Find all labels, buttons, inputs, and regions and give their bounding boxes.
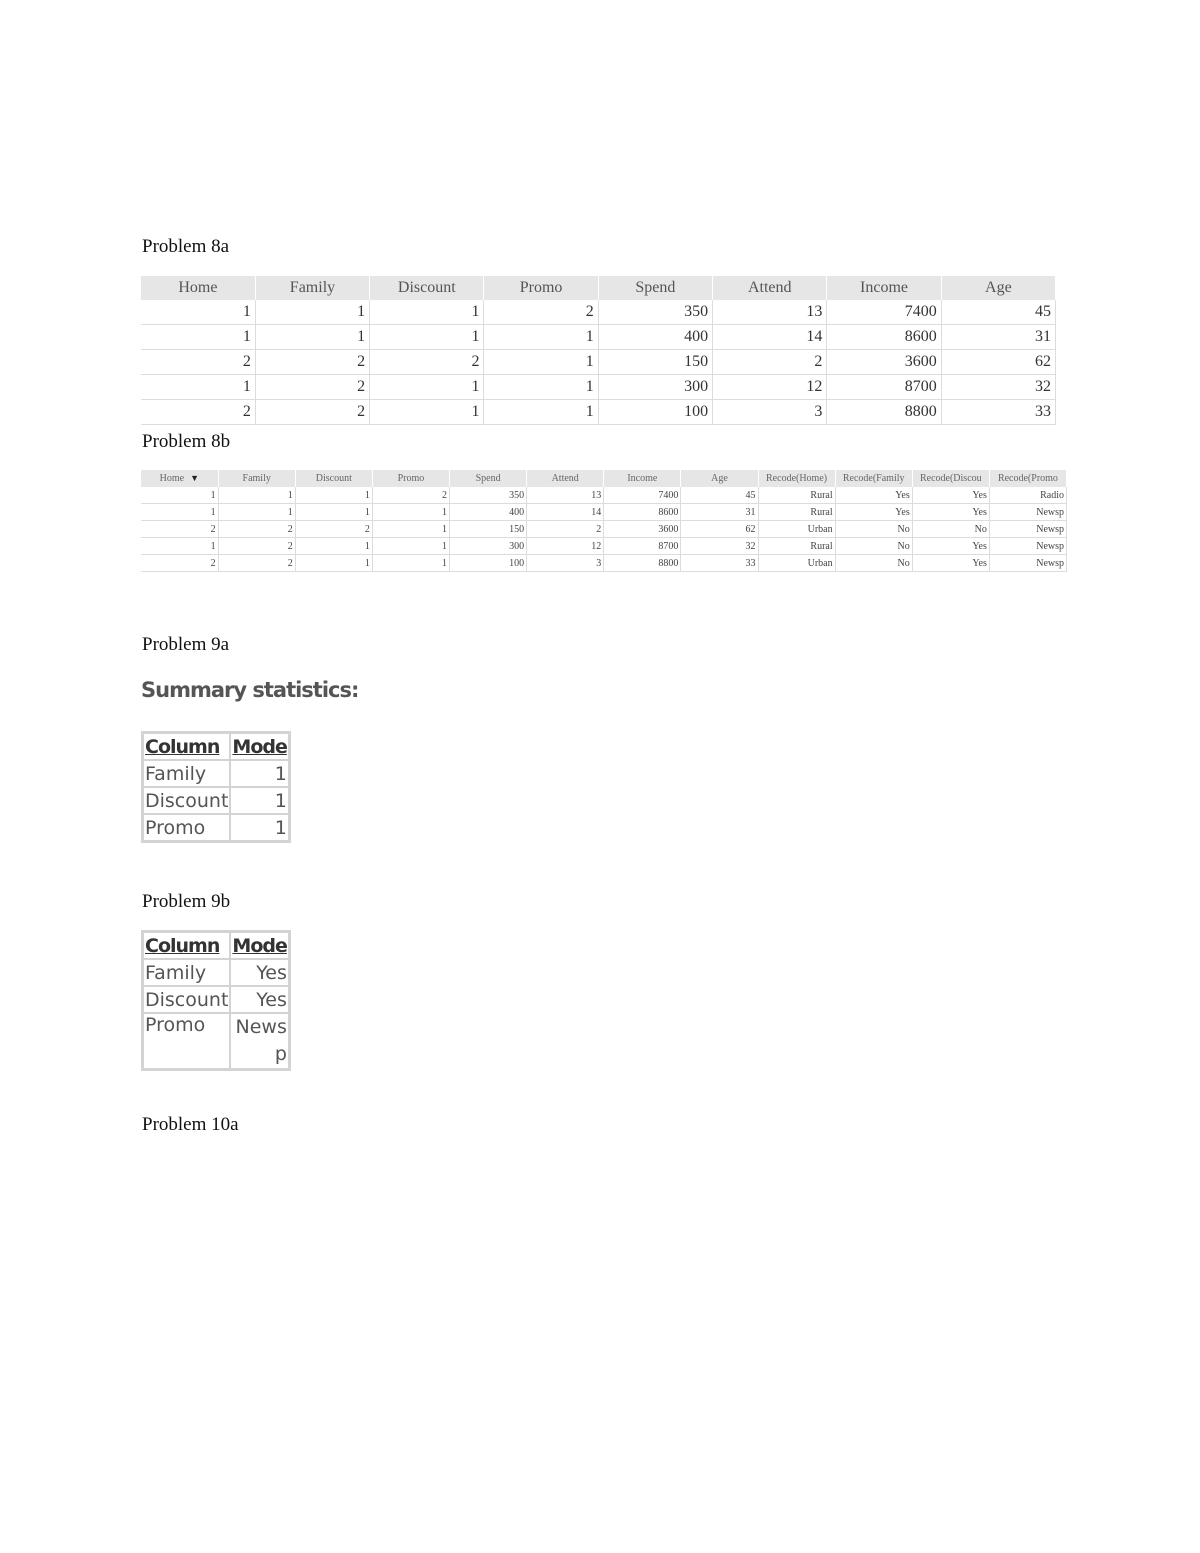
mode-header: Mode: [230, 932, 289, 960]
column-header[interactable]: [484, 276, 598, 300]
column-header[interactable]: [835, 470, 912, 487]
table-cell: 150: [450, 521, 527, 538]
column-header-label: Discount: [397, 279, 456, 296]
table-cell: 2: [484, 300, 598, 325]
table-cell: 1: [370, 300, 484, 325]
table-cell: 1: [218, 504, 295, 521]
table-cell: 350: [598, 300, 712, 325]
table-cell: Newsp: [989, 504, 1066, 521]
table-cell: 14: [527, 504, 604, 521]
table-cell: No: [912, 521, 989, 538]
mode-value: Yes: [230, 986, 289, 1013]
table-row: [143, 814, 290, 842]
table-cell: No: [835, 521, 912, 538]
table-cell: 32: [681, 538, 758, 555]
table-cell: Rural: [758, 504, 835, 521]
table-cell: 1: [295, 555, 372, 572]
table-cell: 62: [941, 350, 1055, 375]
column-header-label: Spend: [475, 473, 501, 484]
table-cell: 1: [370, 325, 484, 350]
table-cell: 400: [450, 504, 527, 521]
column-header[interactable]: [370, 276, 484, 300]
table-cell: Newsp: [989, 555, 1066, 572]
table-cell: 2: [255, 375, 369, 400]
table-cell: 1: [372, 521, 449, 538]
table-cell: 13: [527, 487, 604, 504]
column-name: Discount: [143, 787, 231, 814]
table-cell: 300: [450, 538, 527, 555]
column-header[interactable]: [681, 470, 758, 487]
column-header[interactable]: [827, 276, 941, 300]
table-cell: 8700: [604, 538, 681, 555]
problem-9b-heading: Problem 9b: [142, 891, 231, 912]
table-row: [141, 400, 1056, 425]
table-cell: 8800: [827, 400, 941, 425]
table-cell: 2: [218, 555, 295, 572]
table-cell: 2: [255, 350, 369, 375]
column-header-label: Home: [159, 473, 185, 484]
table-cell: 32: [941, 375, 1055, 400]
table-cell: No: [835, 555, 912, 572]
column-header-label: Home: [178, 279, 218, 296]
table-cell: 45: [681, 487, 758, 504]
column-header: Column: [143, 733, 231, 761]
table-cell: 1: [218, 487, 295, 504]
table-cell: 12: [527, 538, 604, 555]
column-header[interactable]: [218, 470, 295, 487]
table-cell: Yes: [912, 555, 989, 572]
table-cell: 1: [484, 325, 598, 350]
table-cell: 8600: [604, 504, 681, 521]
table-cell: 2: [218, 538, 295, 555]
table-cell: 13: [713, 300, 827, 325]
table-cell: 12: [713, 375, 827, 400]
problem-9a-mode-table: [141, 731, 291, 843]
table-row: [141, 555, 1067, 572]
column-header[interactable]: [450, 470, 527, 487]
column-header-label: Recode(Promo: [997, 473, 1058, 484]
column-header-label: Promo: [397, 473, 425, 484]
table-cell: 2: [218, 521, 295, 538]
table-cell: 31: [681, 504, 758, 521]
table-cell: 1: [372, 555, 449, 572]
mode-value: 1: [230, 814, 289, 842]
table-cell: 1: [484, 400, 598, 425]
mode-header: Mode: [230, 733, 289, 761]
table-row: [141, 538, 1067, 555]
column-header-label: Attend: [551, 473, 579, 484]
column-header[interactable]: [989, 470, 1066, 487]
table-cell: 7400: [604, 487, 681, 504]
column-header[interactable]: [598, 276, 712, 300]
column-name: Family: [143, 760, 231, 787]
table-cell: 2: [141, 350, 255, 375]
table-cell: 2: [141, 521, 218, 538]
table-row: [143, 787, 290, 814]
column-header-label: Family: [242, 473, 271, 484]
column-header[interactable]: [141, 276, 255, 300]
table-cell: 1: [141, 300, 255, 325]
problem-8a-heading: Problem 8a: [142, 236, 230, 257]
table-cell: 2: [370, 350, 484, 375]
table-row: [141, 375, 1056, 400]
mode-value: Newsp: [230, 1013, 289, 1070]
table-row: [143, 1013, 290, 1070]
table-cell: Newsp: [989, 538, 1066, 555]
column-header[interactable]: [713, 276, 827, 300]
table-cell: 1: [255, 300, 369, 325]
table-row: [143, 986, 290, 1013]
table-cell: 100: [598, 400, 712, 425]
table-cell: 1: [141, 538, 218, 555]
table-cell: 62: [681, 521, 758, 538]
problem-9a-heading: Problem 9a: [142, 634, 230, 655]
column-header[interactable]: [527, 470, 604, 487]
problem-10a-heading: Problem 10a: [142, 1114, 239, 1135]
column-header-label: Attend: [747, 279, 792, 296]
column-header-label: Age: [711, 473, 728, 484]
table-cell: 2: [141, 400, 255, 425]
table-cell: 1: [141, 375, 255, 400]
table-cell: 1: [484, 350, 598, 375]
problem-9b-mode-table: [141, 930, 291, 1071]
table-cell: 1: [370, 375, 484, 400]
table-cell: 1: [295, 504, 372, 521]
table-row: [143, 760, 290, 787]
table-cell: 3: [713, 400, 827, 425]
column-name: Family: [143, 959, 231, 986]
filter-dropdown-icon[interactable]: ▼: [190, 473, 199, 483]
table-cell: 400: [598, 325, 712, 350]
column-name: Discount: [143, 986, 231, 1013]
table-cell: Rural: [758, 538, 835, 555]
table-cell: 1: [372, 538, 449, 555]
table-cell: 150: [598, 350, 712, 375]
column-header-label: Discount: [315, 473, 352, 484]
table-cell: Yes: [835, 504, 912, 521]
column-header[interactable]: [941, 276, 1055, 300]
table-cell: 45: [941, 300, 1055, 325]
table-cell: Yes: [912, 504, 989, 521]
table-cell: Yes: [912, 487, 989, 504]
table-cell: 100: [450, 555, 527, 572]
column-header[interactable]: [255, 276, 369, 300]
table-cell: Radio: [989, 487, 1066, 504]
summary-statistics-title: Summary statistics:: [141, 678, 359, 702]
column-header-label: Age: [985, 279, 1012, 296]
mode-value: 1: [230, 787, 289, 814]
table-cell: 2: [372, 487, 449, 504]
column-header-label: Income: [627, 473, 658, 484]
table-cell: 1: [372, 504, 449, 521]
table-row: [141, 350, 1056, 375]
table-cell: 14: [713, 325, 827, 350]
column-header[interactable]: [604, 470, 681, 487]
table-row: [141, 325, 1056, 350]
table-cell: 8700: [827, 375, 941, 400]
table-cell: Urban: [758, 555, 835, 572]
column-header[interactable]: [295, 470, 372, 487]
column-header: Column: [143, 932, 231, 960]
table-cell: Newsp: [989, 521, 1066, 538]
column-header[interactable]: [912, 470, 989, 487]
table-cell: 2: [255, 400, 369, 425]
table-cell: 8800: [604, 555, 681, 572]
table-cell: 33: [681, 555, 758, 572]
column-header[interactable]: [758, 470, 835, 487]
table-cell: 300: [598, 375, 712, 400]
table-cell: Urban: [758, 521, 835, 538]
table-cell: 1: [141, 487, 218, 504]
column-header-label: Promo: [519, 279, 563, 296]
table-cell: 33: [941, 400, 1055, 425]
column-header[interactable]: [141, 470, 218, 487]
column-header-label: Recode(Home): [766, 473, 828, 484]
table-cell: 2: [527, 521, 604, 538]
mode-value: Yes: [230, 959, 289, 986]
table-cell: No: [835, 538, 912, 555]
column-name: Promo: [143, 1013, 231, 1070]
table-cell: Yes: [835, 487, 912, 504]
table-cell: 2: [295, 521, 372, 538]
mode-value: 1: [230, 760, 289, 787]
table-row: [143, 959, 290, 986]
column-name: Promo: [143, 814, 231, 842]
table-cell: 31: [941, 325, 1055, 350]
table-cell: 1: [141, 325, 255, 350]
table-row: [141, 504, 1067, 521]
column-header-label: Spend: [635, 279, 676, 296]
table-row: [141, 521, 1067, 538]
table-cell: 1: [370, 400, 484, 425]
table-cell: 8600: [827, 325, 941, 350]
table-cell: 350: [450, 487, 527, 504]
table-cell: 1: [295, 487, 372, 504]
column-header-label: Income: [860, 279, 909, 296]
column-header-label: Recode(Discou: [919, 473, 982, 484]
table-row: [141, 300, 1056, 325]
table-cell: 3600: [827, 350, 941, 375]
table-row: [141, 487, 1067, 504]
table-cell: 1: [141, 504, 218, 521]
problem-8b-heading: Problem 8b: [142, 431, 231, 452]
table-cell: 1: [295, 538, 372, 555]
table-cell: 2: [713, 350, 827, 375]
table-cell: 1: [255, 325, 369, 350]
table-cell: 1: [484, 375, 598, 400]
table-cell: 3600: [604, 521, 681, 538]
problem-8a-table: [141, 276, 1056, 425]
column-header[interactable]: [372, 470, 449, 487]
column-header-label: Recode(Family: [842, 473, 905, 484]
table-cell: 7400: [827, 300, 941, 325]
table-cell: 2: [141, 555, 218, 572]
problem-8b-table: [141, 470, 1067, 572]
column-header-label: Family: [289, 279, 336, 296]
table-cell: Rural: [758, 487, 835, 504]
table-cell: Yes: [912, 538, 989, 555]
table-cell: 3: [527, 555, 604, 572]
